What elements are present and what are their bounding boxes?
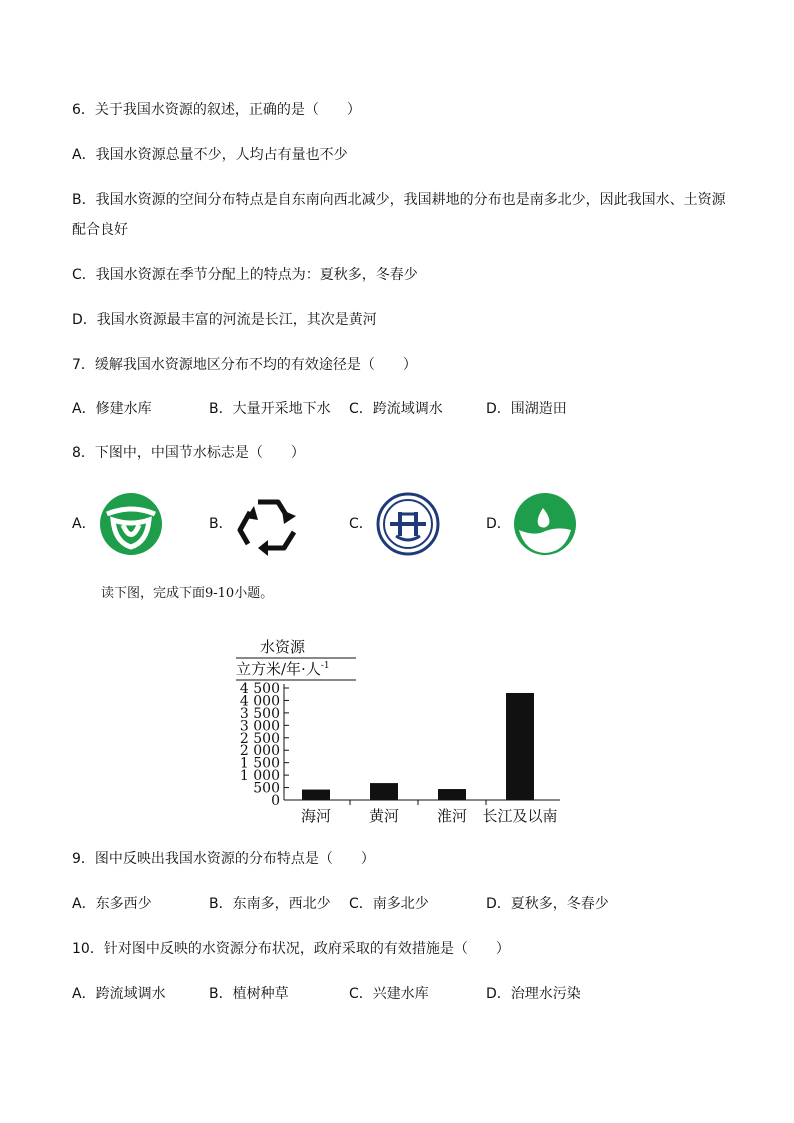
- q7-option-c: C．跨流域调水: [349, 401, 443, 417]
- chart-ylabel: 立方米/年·人$^{-1}$: [236, 660, 330, 678]
- q6-option-a: A．我国水资源总量不少，人均占有量也不少: [72, 147, 348, 163]
- chart-bar: [302, 790, 330, 800]
- q7-option-d: D．围湖造田: [486, 401, 567, 417]
- q9-option-b: B．东南多，西北少: [209, 896, 331, 912]
- q7-stem: 7．缓解我国水资源地区分布不均的有效途径是（ ）: [72, 357, 417, 373]
- q6-option-b: B．我国水资源的空间分布特点是自东南向西北减少，我国耕地的分布也是南多北少，因此我国水、土资源: [72, 192, 726, 208]
- chart-y-tick-label: 1 000: [239, 768, 280, 785]
- q10-option-c: C．兴建水库: [349, 986, 429, 1002]
- q8-label-d: D．: [486, 516, 511, 532]
- q7-option-a: A．修建水库: [72, 401, 152, 417]
- chart-x-category-label: 海河: [300, 807, 332, 825]
- q10-option-d: D．治理水污染: [486, 986, 581, 1002]
- chart-bar: [438, 789, 466, 800]
- water-drop-logo-icon: [513, 492, 577, 556]
- chart-intro: 读下图，完成下面9-10小题。: [101, 586, 274, 601]
- q9-option-a: A．东多西少: [72, 896, 152, 912]
- chart-title: 水资源: [260, 638, 306, 656]
- q8-label-c: C．: [349, 516, 373, 532]
- chart-x-category-label: 黄河: [368, 807, 400, 825]
- q8-label-a: A．: [72, 516, 96, 532]
- chart-y-tick-label: 3 500: [239, 705, 280, 722]
- chart-y-tick-label: 2 500: [239, 730, 280, 747]
- chart-y-tick-label: 4 000: [239, 693, 280, 710]
- q7-option-b: B．大量开采地下水: [209, 401, 331, 417]
- q10-option-a: A．跨流域调水: [72, 986, 166, 1002]
- chart-y-tick-label: 4 500: [239, 681, 280, 697]
- water-resources-bar-chart: [226, 636, 576, 826]
- chart-x-category-label: 长江及以南: [482, 807, 558, 825]
- chart-x-category-label: 淮河: [436, 807, 468, 825]
- chart-y-tick-label: 1 500: [239, 755, 280, 772]
- q9-option-c: C．南多北少: [349, 896, 429, 912]
- q9-stem: 9．图中反映出我国水资源的分布特点是（ ）: [72, 851, 375, 867]
- q8-label-b: B．: [209, 516, 233, 532]
- q8-stem: 8．下图中，中国节水标志是（ ）: [72, 445, 305, 461]
- chart-y-tick-label: 2 000: [239, 743, 280, 760]
- chart-y-tick-label: 0: [271, 793, 280, 809]
- chart-y-tick-label: 500: [253, 780, 280, 797]
- recycle-icon: [236, 492, 300, 556]
- q6-option-c: C．我国水资源在季节分配上的特点为：夏秋多，冬春少: [72, 267, 418, 283]
- q6-option-d: D．我国水资源最丰富的河流是长江，其次是黄河: [72, 312, 377, 328]
- chart-y-tick-label: 3 000: [239, 718, 280, 735]
- q9-option-d: D．夏秋多，冬春少: [486, 896, 609, 912]
- q6-stem: 6．关于我国水资源的叙述，正确的是（ ）: [72, 102, 361, 118]
- china-water-saving-logo-icon: [376, 492, 440, 556]
- q10-option-b: B．植树种草: [209, 986, 289, 1002]
- chart-bar: [370, 783, 398, 800]
- green-food-logo-icon: [99, 492, 163, 556]
- q10-stem: 10．针对图中反映的水资源分布状况，政府采取的有效措施是（ ）: [72, 941, 510, 957]
- q6-option-b-cont: 配合良好: [72, 222, 128, 238]
- chart-bar: [506, 693, 534, 800]
